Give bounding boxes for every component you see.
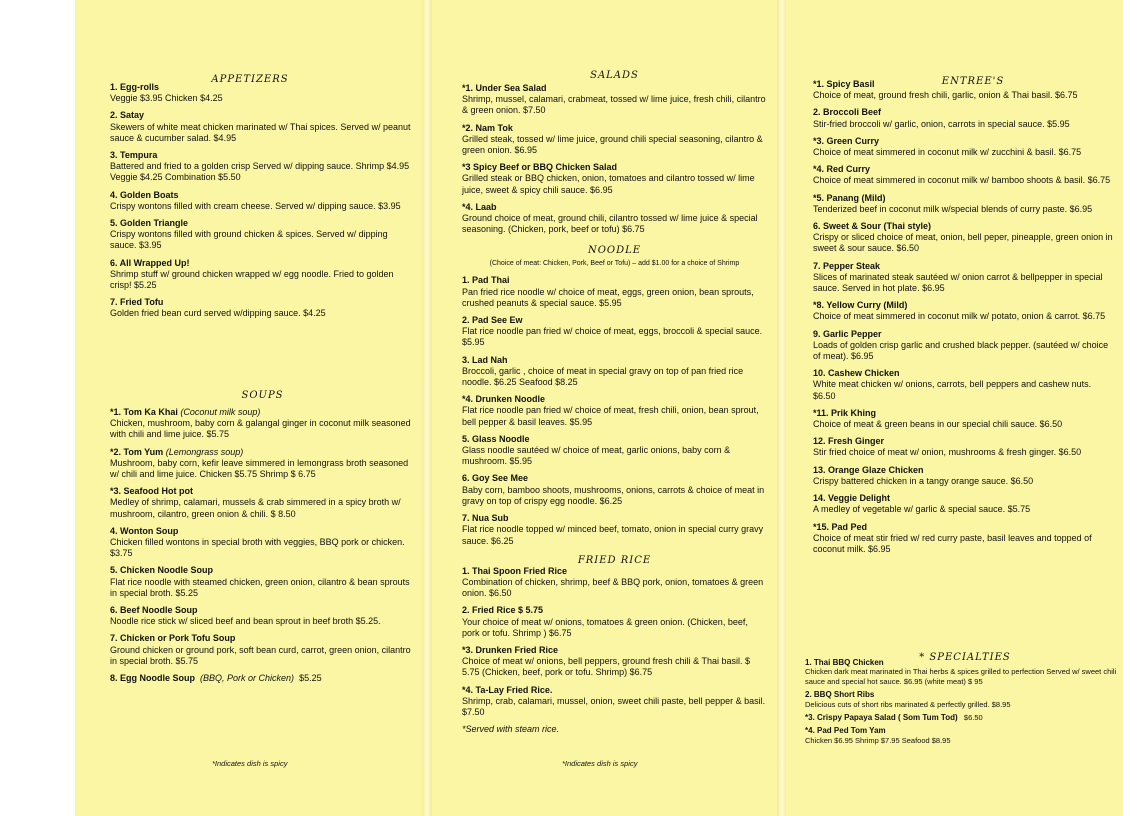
item-desc: Stir-fried broccoli w/ garlic, onion, carrots in special sauce. $5.95 bbox=[813, 118, 1070, 129]
item-name: *5. Panang (Mild) bbox=[813, 192, 886, 203]
item-name: *3. Seafood Hot pot bbox=[110, 486, 193, 497]
item-desc: Choice of meat w/ onions, bell peppers, ground fresh chili & Thai basil. $ 5.75 (Chicken, beef, pork or tofu. Shrimp) $6.75 bbox=[462, 656, 750, 678]
item-desc: Glass noodle sautéed w/ choice of meat, garlic onions, baby corn & mushroom. $5.95 bbox=[462, 445, 731, 467]
item-name: *1. Spicy Basil bbox=[813, 79, 875, 89]
item-desc: Flat rice noodle pan fried w/ choice of meat, fresh chili, onion, bean sprout, bell pepper & basil leaves. $5.95 bbox=[462, 405, 759, 427]
item-desc: Your choice of meat w/ onions, tomatoes & green onion. (Chicken, beef, pork or tofu. Shrimp ) $6.75 bbox=[462, 616, 748, 638]
menu-item bbox=[110, 82, 415, 104]
item-desc: A medley of vegetable w/ garlic & special sauce. $5.75 bbox=[813, 504, 1031, 515]
menu-item bbox=[813, 164, 1113, 186]
item-desc: Crispy or sliced choice of meat, onion, bell peper, pineapple, green onion in sweet & sour sauce. $6.50 bbox=[813, 232, 1113, 254]
menu-item bbox=[462, 473, 767, 507]
item-desc: Chicken, mushroom, baby corn & galangal ginger in coconut milk seasoned with chili and lime juice. $5.75 bbox=[110, 418, 411, 440]
menu-item bbox=[110, 447, 415, 481]
item-desc: Golden fried bean curd served w/dipping sauce. $4.25 bbox=[110, 308, 326, 319]
menu-item bbox=[813, 522, 1113, 556]
item-desc: Ground chicken or ground pork, soft bean curd, carrot, green onion, cilantro in special broth. $5.75 bbox=[110, 644, 411, 666]
item-name: 2. Satay bbox=[110, 110, 145, 121]
item-name: 7. Fried Tofu bbox=[110, 297, 164, 308]
menu-item bbox=[110, 486, 415, 520]
menu-item bbox=[110, 110, 415, 144]
item-name: *11. Prik Khing bbox=[813, 407, 877, 418]
salads-section bbox=[462, 70, 767, 734]
menu-item bbox=[813, 107, 1113, 129]
item-name: 9. Garlic Pepper bbox=[813, 328, 882, 339]
item-name: 8. Egg Noodle Soup bbox=[110, 673, 195, 684]
menu-item bbox=[110, 218, 415, 252]
item-name: 2. Broccoli Beef bbox=[813, 107, 882, 118]
item-subtitle: (Lemongrass soup) bbox=[165, 446, 244, 457]
menu-item bbox=[462, 394, 767, 428]
item-name: *1. Under Sea Salad bbox=[462, 83, 547, 93]
menu-item bbox=[462, 162, 767, 196]
item-desc: Chicken filled wontons in special broth with veggies, BBQ pork or chicken. $3.75 bbox=[110, 537, 405, 559]
item-name: *4. Drunken Noodle bbox=[462, 394, 546, 405]
spicy-footnote: *Indicates dish is spicy bbox=[212, 759, 288, 768]
item-desc: Crispy battered chicken in a tangy orange sauce. $6.50 bbox=[813, 475, 1034, 486]
item-name: *8. Yellow Curry (Mild) bbox=[813, 300, 908, 311]
menu-item bbox=[110, 150, 415, 184]
item-desc: Stir fried choice of meat w/ onion, mushrooms & fresh ginger. $6.50 bbox=[813, 447, 1082, 458]
item-name: *15. Pad Ped bbox=[813, 521, 868, 532]
item-desc: Ground choice of meat, ground chili, cilantro tossed w/ lime juice & special seasoning. (Chicken, pork, beef or tofu) $6.75 bbox=[462, 213, 758, 235]
menu-item bbox=[813, 193, 1113, 215]
item-desc: Choice of meat simmered in coconut milk w/ bamboo shoots & basil. $6.75 bbox=[813, 175, 1111, 186]
item-name: 13. Orange Glaze Chicken bbox=[813, 464, 924, 475]
menu-item bbox=[462, 434, 767, 468]
item-desc: White meat chicken w/ onions, carrots, bell peppers and cashew nuts. $6.50 bbox=[813, 379, 1092, 401]
menu-item bbox=[462, 83, 767, 117]
item-name: 7. Chicken or Pork Tofu Soup bbox=[110, 633, 236, 644]
item-name: 1. Egg-rolls bbox=[110, 82, 160, 92]
item-desc: Skewers of white meat chicken marinated w/ Thai spices. Served w/ peanut sauce & cucumber salad. $4.95 bbox=[110, 121, 411, 143]
soups-heading: SOUPS bbox=[241, 390, 284, 401]
item-name: 6. All Wrapped Up! bbox=[110, 257, 190, 268]
item-name: *3. Crispy Papaya Salad ( Som Tum Tod) bbox=[805, 713, 958, 723]
item-name: 2. BBQ Short Ribs bbox=[805, 690, 875, 700]
item-desc: Chicken $6.95 Shrimp $7.95 Seafood $8.95 bbox=[805, 735, 951, 745]
item-name: *3. Drunken Fried Rice bbox=[462, 644, 559, 655]
menu-item bbox=[813, 300, 1113, 322]
menu-item bbox=[813, 329, 1113, 363]
item-desc: Broccoli, garlic , choice of meat in special gravy on top of pan fried rice noodle. $6.25 Seafood $8.25 bbox=[462, 365, 744, 388]
item-desc: Flat rice noodle topped w/ minced beef, tomato, onion in special curry gravy sauce. $6.25 bbox=[462, 524, 764, 546]
menu-item bbox=[813, 79, 1113, 101]
item-name: *2. Nam Tok bbox=[462, 122, 513, 133]
menu-item bbox=[110, 673, 415, 684]
item-desc: Tenderized beef in coconut milk w/special blends of curry paste. $6.95 bbox=[813, 203, 1093, 214]
item-desc: Shrimp stuff w/ ground chicken wrapped w/ egg noodle. Fried to golden crisp! $5.25 bbox=[110, 268, 394, 291]
noodle-meat-note: (Choice of meat: Chicken, Pork, Beef or Tofu) – add $1.00 for a choice of Shrimp bbox=[489, 260, 740, 268]
item-name: 1. Thai Spoon Fried Rice bbox=[462, 565, 568, 576]
item-desc: Crispy wontons filled with cream cheese. Served w/ dipping sauce. $3.95 bbox=[110, 200, 401, 211]
item-name: *4. Red Curry bbox=[813, 164, 871, 175]
item-desc: Baby corn, bamboo shoots, mushrooms, onions, carrots & choice of meat in gravy on top of crispy egg noodle. $6.25 bbox=[462, 484, 765, 506]
item-desc: Choice of meat simmered in coconut milk w/ zucchini & basil. $6.75 bbox=[813, 147, 1082, 158]
item-name: 12. Fresh Ginger bbox=[813, 436, 885, 447]
item-name: 2. Fried Rice $ 5.75 bbox=[462, 605, 544, 616]
item-desc: Choice of meat, ground fresh chili, garlic, onion & Thai basil. $6.75 bbox=[813, 90, 1078, 101]
item-name: 3. Lad Nah bbox=[462, 354, 508, 365]
item-name: 1. Thai BBQ Chicken bbox=[805, 658, 884, 667]
menu-item bbox=[462, 566, 767, 600]
entrees-heading: ENTREE'S bbox=[941, 76, 1005, 87]
specialties-heading: * SPECIALTIES bbox=[919, 652, 1011, 663]
item-name: 5. Golden Triangle bbox=[110, 218, 189, 229]
menu-item bbox=[462, 645, 767, 679]
item-desc: Shrimp, crab, calamari, mussel, onion, sweet chili paste, bell pepper & basil. $7.50 bbox=[462, 695, 766, 717]
item-subtitle: (BBQ, Pork or Chicken) bbox=[200, 673, 295, 684]
menu-panel-left bbox=[75, 0, 422, 816]
menu-item bbox=[813, 368, 1113, 402]
menu-item bbox=[110, 407, 415, 441]
salads-heading: SALADS bbox=[590, 70, 639, 81]
item-desc: Grilled steak, tossed w/ lime juice, ground chili special seasoning, cilantro & green onion. $6.95 bbox=[462, 133, 763, 156]
menu-item bbox=[813, 436, 1113, 458]
menu-panel-middle bbox=[432, 0, 777, 816]
item-desc: Mushroom, baby corn, kefir leave simmered in lemongrass broth seasoned w/ chili and lime juice. Chicken $5.75 Shrimp $ 6.75 bbox=[110, 457, 409, 480]
item-name: 14. Veggie Delight bbox=[813, 493, 891, 504]
menu-item bbox=[110, 297, 415, 319]
menu-item bbox=[813, 408, 1113, 430]
menu-item bbox=[813, 136, 1113, 158]
menu-item bbox=[462, 275, 767, 309]
item-desc: Grilled steak or BBQ chicken, onion, tomatoes and cilantro tossed w/ lime juice, sweet & spicy chili sauce. $6.95 bbox=[462, 173, 755, 195]
item-name: 7. Nua Sub bbox=[462, 513, 509, 524]
item-name: 7. Pepper Steak bbox=[813, 260, 881, 271]
menu-item bbox=[813, 261, 1113, 295]
item-price: $6.50 bbox=[963, 713, 983, 723]
item-desc: Pan fried rice noodle w/ choice of meat, eggs, green onion, bean sprouts, crushed peanuts & special sauce. $5.95 bbox=[462, 286, 754, 308]
item-price: $5.25 bbox=[299, 673, 322, 684]
item-desc: Veggie $3.95 Chicken $4.25 bbox=[110, 93, 223, 104]
spicy-footnote: *Indicates dish is spicy bbox=[562, 759, 638, 768]
menu-item bbox=[462, 315, 767, 349]
item-name: *1. Tom Ka Khai bbox=[110, 407, 178, 417]
item-name: *3. Green Curry bbox=[813, 135, 880, 146]
item-desc: Choice of meat & green beans in our special chili sauce. $6.50 bbox=[813, 419, 1063, 430]
item-desc: Loads of golden crisp garlic and crushed black pepper. (sautéed w/ choice of meat). $6.95 bbox=[813, 339, 1109, 362]
item-name: 2. Pad See Ew bbox=[462, 315, 523, 326]
item-desc: Noodle rice stick w/ sliced beef and bean sprout in beef broth $5.25. bbox=[110, 616, 381, 627]
item-name: 4. Wonton Soup bbox=[110, 525, 179, 536]
item-desc: Medley of shrimp, calamari, mussels & crab simmered in a spicy broth w/ mushroom, cilantro, green onion & chili. $ 8.50 bbox=[110, 497, 401, 519]
item-desc: Flat rice noodle pan fried w/ choice of meat, eggs, broccoli & special sauce. $5.95 bbox=[462, 326, 763, 348]
item-name: 6. Beef Noodle Soup bbox=[110, 605, 198, 616]
item-desc: Chicken dark meat marinated in Thai herbs & spices grilled to perfection Served w/ sweet chili sauce and special hot sauce. $6.95 (white meat) $ 95 bbox=[805, 667, 1117, 686]
menu-panel-right bbox=[786, 0, 1123, 816]
menu-item bbox=[110, 565, 415, 599]
menu-item bbox=[805, 658, 1117, 686]
menu-item bbox=[110, 190, 415, 212]
fried-rice-heading: FRIED RICE bbox=[577, 554, 652, 566]
menu-item bbox=[462, 513, 767, 547]
menu-item bbox=[462, 605, 767, 639]
menu-item bbox=[805, 726, 1117, 745]
menu-item bbox=[805, 713, 1117, 722]
item-name: 6. Sweet & Sour (Thai style) bbox=[813, 221, 932, 232]
menu-item bbox=[462, 202, 767, 236]
item-desc: Combination of chicken, shrimp, beef & BBQ pork, onion, tomatoes & green onion. $6.50 bbox=[462, 576, 764, 599]
item-desc: Delicious cuts of short ribs marinated & perfectly grilled. $8.95 bbox=[805, 699, 1011, 709]
menu-item bbox=[813, 465, 1113, 487]
item-name: 1. Pad Thai bbox=[462, 275, 510, 286]
menu-item bbox=[110, 605, 415, 627]
menu-item bbox=[805, 690, 1117, 709]
item-name: 6. Goy See Mee bbox=[462, 473, 529, 484]
item-name: 10. Cashew Chicken bbox=[813, 368, 900, 379]
menu-item bbox=[813, 221, 1113, 255]
item-desc: Shrimp, mussel, calamari, crabmeat, tossed w/ lime juice, fresh chili, cilantro & green onion. $7.50 bbox=[462, 94, 766, 116]
menu-item bbox=[110, 526, 415, 560]
menu-item bbox=[110, 633, 415, 667]
item-name: 5. Glass Noodle bbox=[462, 433, 530, 444]
soups-section bbox=[110, 390, 415, 690]
item-name: *4. Pad Ped Tom Yam bbox=[805, 726, 886, 736]
menu-item bbox=[110, 258, 415, 292]
served-note: *Served with steam rice. bbox=[462, 724, 560, 735]
noodle-heading: NOODLE bbox=[587, 245, 642, 257]
item-subtitle: (Coconut milk soup) bbox=[180, 407, 261, 417]
item-desc: Slices of marinated steak sautéed w/ onion carrot & bellpepper in special sauce. Served in hot plate. $6.95 bbox=[813, 271, 1103, 294]
menu-item bbox=[462, 355, 767, 389]
item-desc: Battered and fried to a golden crisp Served w/ dipping sauce. Shrimp $4.95 Veggie $4.25 Combination $5.50 bbox=[110, 161, 410, 183]
menu-item bbox=[813, 493, 1113, 515]
item-name: 3. Tempura bbox=[110, 150, 158, 161]
menu-item bbox=[462, 685, 767, 719]
item-desc: Choice of meat simmered in coconut milk w/ potato, onion & carrot. $6.75 bbox=[813, 311, 1106, 322]
item-name: *2. Tom Yum bbox=[110, 446, 164, 457]
appetizers-heading: APPETIZERS bbox=[211, 74, 289, 85]
item-name: 4. Golden Boats bbox=[110, 189, 179, 200]
item-name: *3 Spicy Beef or BBQ Chicken Salad bbox=[462, 162, 618, 173]
item-name: *4. Laab bbox=[462, 201, 497, 212]
panel-fold bbox=[422, 0, 432, 816]
item-name: *4. Ta-Lay Fried Rice. bbox=[462, 684, 553, 695]
item-desc: Crispy wontons filled with ground chicken & spices. Served w/ dipping sauce. $3.95 bbox=[110, 229, 388, 251]
menu-item bbox=[462, 123, 767, 157]
item-desc: Choice of meat stir fried w/ red curry paste, basil leaves and topped of coconut milk. $6.95 bbox=[813, 532, 1092, 554]
item-desc: Flat rice noodle with steamed chicken, green onion, cilantro & bean sprouts in special broth. $5.25 bbox=[110, 576, 410, 598]
item-name: 5. Chicken Noodle Soup bbox=[110, 565, 214, 576]
